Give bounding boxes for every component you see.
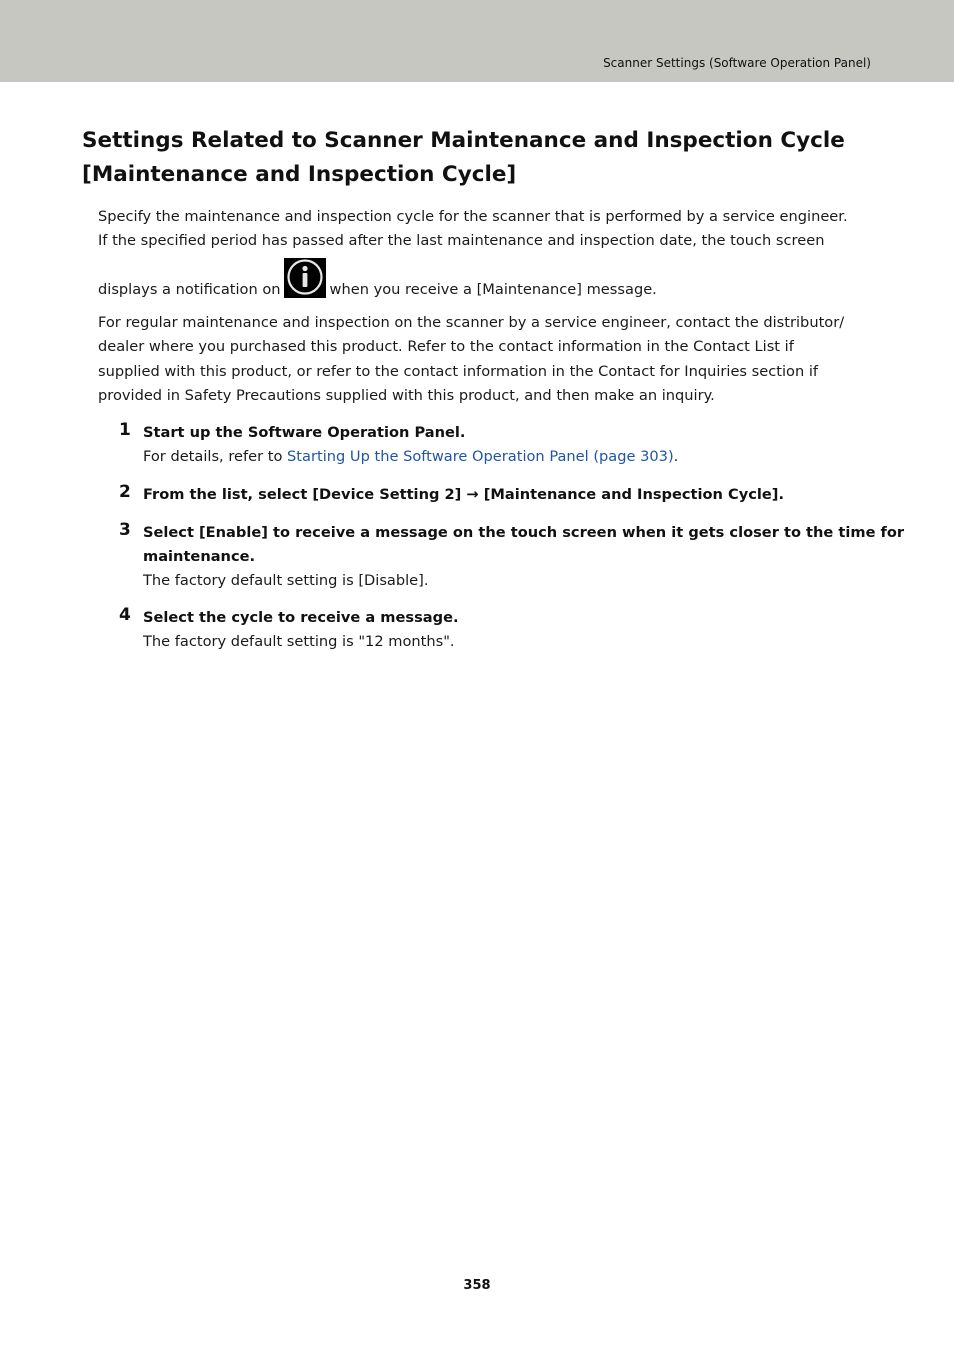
notification-text-after: when you receive a [Maintenance] message. xyxy=(329,281,657,298)
step-body: The factory default setting is [Disable]. xyxy=(143,572,429,589)
contact-paragraph xyxy=(98,311,878,409)
starting-up-link[interactable]: Starting Up the Software Operation Panel (page 303) xyxy=(287,448,674,465)
step-heading: Select the cycle to receive a message. xyxy=(143,609,459,626)
step-heading xyxy=(143,521,905,570)
intro-line1: Specify the maintenance and inspection cycle for the scanner that is performed by a service engineer. xyxy=(98,208,848,225)
contact-line4: provided in Safety Precautions supplied with this product, and then make an inquiry. xyxy=(98,387,715,405)
step-heading: Start up the Software Operation Panel. xyxy=(143,424,466,441)
info-icon xyxy=(284,258,326,298)
step-number: 2 xyxy=(119,482,131,502)
page-title-line2: [Maintenance and Inspection Cycle] xyxy=(82,162,517,187)
section-title: Scanner Settings (Software Operation Panel) xyxy=(603,56,871,70)
step-number: 1 xyxy=(119,420,131,440)
step-number: 4 xyxy=(119,605,131,625)
step-heading: From the list, select [Device Setting 2] → [Maintenance and Inspection Cycle]. xyxy=(143,486,784,503)
step-number: 3 xyxy=(119,520,131,540)
step-body-period: . xyxy=(673,448,679,465)
intro-paragraph xyxy=(98,205,878,254)
page-number: 358 xyxy=(463,1278,491,1293)
header-bar xyxy=(0,0,954,82)
step-body-text: For details, refer to xyxy=(143,448,288,465)
page-title xyxy=(82,124,882,192)
intro-line2: If the specified period has passed after the last maintenance and inspection date, the touch screen xyxy=(98,232,825,250)
contact-line2: dealer where you purchased this product. Refer to the contact information in the Contact List if xyxy=(98,338,794,356)
step-body: The factory default setting is "12 months". xyxy=(143,633,455,650)
contact-line1: For regular maintenance and inspection on the scanner by a service engineer, contact the distributor/ xyxy=(98,314,845,331)
step-heading-line1: Select [Enable] to receive a message on the touch screen when it gets closer to the time for xyxy=(143,524,905,541)
step-heading-line2: maintenance. xyxy=(143,548,256,566)
notification-text-before: displays a notification on xyxy=(98,281,281,298)
contact-line3: supplied with this product, or refer to the contact information in the Contact for Inquiries section if xyxy=(98,362,819,380)
step-body xyxy=(143,445,863,469)
page-title-line1: Settings Related to Scanner Maintenance and Inspection Cycle xyxy=(82,128,845,153)
notification-line xyxy=(98,262,657,302)
